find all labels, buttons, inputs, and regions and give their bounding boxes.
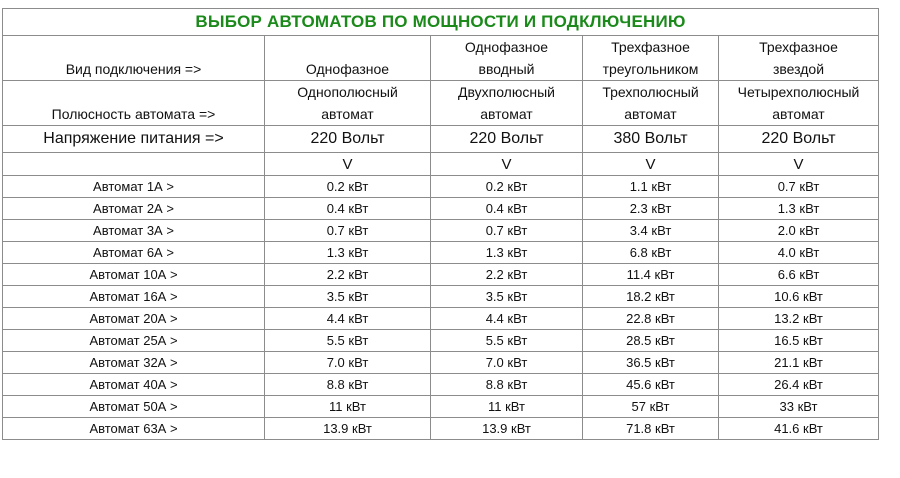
- power-value-col-2: 5.5 кВт: [431, 330, 583, 352]
- marker-col-3: V: [583, 153, 719, 176]
- power-value-col-3: 36.5 кВт: [583, 352, 719, 374]
- poles-col-3: Трехполюсный: [602, 84, 699, 100]
- breaker-label: Автомат 63А >: [3, 418, 265, 440]
- type-col-3: автомат: [624, 106, 677, 122]
- power-value-col-1: 0.2 кВт: [265, 176, 431, 198]
- power-value-col-2: 0.4 кВт: [431, 198, 583, 220]
- breaker-label: Автомат 10А >: [3, 264, 265, 286]
- connection-col-4: [719, 36, 879, 81]
- power-value-col-1: 4.4 кВт: [265, 308, 431, 330]
- marker-col-1: V: [265, 153, 431, 176]
- polarity-col-1: [265, 81, 431, 126]
- breaker-rows: [3, 176, 879, 440]
- power-value-col-2: 4.4 кВт: [431, 308, 583, 330]
- voltage-label: Напряжение питания =>: [3, 126, 265, 153]
- power-value-col-1: 11 кВт: [265, 396, 431, 418]
- marker-col-2: V: [431, 153, 583, 176]
- polarity-row: [3, 81, 879, 126]
- type-col-1: автомат: [321, 106, 374, 122]
- breaker-label: Автомат 50А >: [3, 396, 265, 418]
- table-row: [3, 396, 879, 418]
- table-title: ВЫБОР АВТОМАТОВ ПО МОЩНОСТИ И ПОДКЛЮЧЕНИЮ: [3, 9, 879, 36]
- table-row: [3, 374, 879, 396]
- connection-col-1: [265, 36, 431, 81]
- connection-col-2: [431, 36, 583, 81]
- table-row: [3, 220, 879, 242]
- poles-col-4: Четырехполюсный: [737, 84, 860, 100]
- power-value-col-1: 3.5 кВт: [265, 286, 431, 308]
- power-value-col-2: 3.5 кВт: [431, 286, 583, 308]
- power-value-col-3: 6.8 кВт: [583, 242, 719, 264]
- power-value-col-3: 18.2 кВт: [583, 286, 719, 308]
- power-value-col-3: 11.4 кВт: [583, 264, 719, 286]
- power-value-col-1: 2.2 кВт: [265, 264, 431, 286]
- breaker-selection-table: [2, 8, 879, 440]
- connection-col-3: [583, 36, 719, 81]
- table-row: [3, 176, 879, 198]
- breaker-label: Автомат 20А >: [3, 308, 265, 330]
- poles-col-2: Двухполюсный: [458, 84, 555, 100]
- power-value-col-1: 5.5 кВт: [265, 330, 431, 352]
- power-value-col-2: 7.0 кВт: [431, 352, 583, 374]
- breaker-label: Автомат 25А >: [3, 330, 265, 352]
- power-value-col-1: 8.8 кВт: [265, 374, 431, 396]
- power-value-col-4: 2.0 кВт: [719, 220, 879, 242]
- polarity-col-2: [431, 81, 583, 126]
- power-value-col-3: 3.4 кВт: [583, 220, 719, 242]
- table-row: [3, 418, 879, 440]
- power-value-col-1: 0.4 кВт: [265, 198, 431, 220]
- connection-col-2-line-1: Однофазное: [464, 39, 549, 55]
- connection-row: [3, 36, 879, 81]
- voltage-row: [3, 126, 879, 153]
- voltage-col-2: 220 Вольт: [431, 126, 583, 153]
- power-value-col-1: 0.7 кВт: [265, 220, 431, 242]
- breaker-label: Автомат 6А >: [3, 242, 265, 264]
- connection-col-4-line-2: звездой: [772, 61, 825, 77]
- power-value-col-1: 13.9 кВт: [265, 418, 431, 440]
- table-row: [3, 242, 879, 264]
- power-value-col-4: 21.1 кВт: [719, 352, 879, 374]
- power-value-col-3: 45.6 кВт: [583, 374, 719, 396]
- table-row: [3, 308, 879, 330]
- power-value-col-4: 13.2 кВт: [719, 308, 879, 330]
- poles-col-1: Однополюсный: [297, 84, 398, 100]
- table-row: [3, 264, 879, 286]
- connection-type-label: Вид подключения =>: [3, 36, 265, 81]
- power-value-col-4: 0.7 кВт: [719, 176, 879, 198]
- breaker-label: Автомат 3А >: [3, 220, 265, 242]
- table-row: [3, 330, 879, 352]
- marker-row: [3, 153, 879, 176]
- power-value-col-2: 1.3 кВт: [431, 242, 583, 264]
- power-value-col-3: 71.8 кВт: [583, 418, 719, 440]
- type-col-2: автомат: [480, 106, 533, 122]
- polarity-col-4: [719, 81, 879, 126]
- connection-col-3-line-1: Трехфазное: [611, 39, 690, 55]
- power-value-col-2: 8.8 кВт: [431, 374, 583, 396]
- table-row: [3, 352, 879, 374]
- power-value-col-4: 41.6 кВт: [719, 418, 879, 440]
- connection-col-3-line-2: треугольником: [602, 61, 699, 77]
- power-value-col-3: 57 кВт: [583, 396, 719, 418]
- marker-col-4: V: [719, 153, 879, 176]
- power-value-col-2: 11 кВт: [431, 396, 583, 418]
- power-value-col-4: 1.3 кВт: [719, 198, 879, 220]
- breaker-label: Автомат 40А >: [3, 374, 265, 396]
- voltage-col-4: 220 Вольт: [719, 126, 879, 153]
- power-value-col-4: 33 кВт: [719, 396, 879, 418]
- type-col-4: автомат: [772, 106, 825, 122]
- table-row: [3, 286, 879, 308]
- connection-col-4-line-1: Трехфазное: [759, 39, 838, 55]
- voltage-col-3: 380 Вольт: [583, 126, 719, 153]
- power-value-col-3: 1.1 кВт: [583, 176, 719, 198]
- breaker-label: Автомат 1А >: [3, 176, 265, 198]
- table-row: [3, 198, 879, 220]
- breaker-label: Автомат 2А >: [3, 198, 265, 220]
- voltage-col-1: 220 Вольт: [265, 126, 431, 153]
- power-value-col-2: 2.2 кВт: [431, 264, 583, 286]
- power-value-col-2: 0.2 кВт: [431, 176, 583, 198]
- polarity-label: Полюсность автомата =>: [3, 81, 265, 126]
- power-value-col-4: 6.6 кВт: [719, 264, 879, 286]
- power-value-col-2: 13.9 кВт: [431, 418, 583, 440]
- breaker-label: Автомат 32А >: [3, 352, 265, 374]
- polarity-col-3: [583, 81, 719, 126]
- power-value-col-1: 1.3 кВт: [265, 242, 431, 264]
- connection-col-1-line-2: Однофазное: [305, 61, 390, 77]
- breaker-label: Автомат 16А >: [3, 286, 265, 308]
- power-value-col-4: 4.0 кВт: [719, 242, 879, 264]
- power-value-col-4: 26.4 кВт: [719, 374, 879, 396]
- connection-col-2-line-2: вводный: [478, 61, 535, 77]
- power-value-col-3: 2.3 кВт: [583, 198, 719, 220]
- power-value-col-3: 28.5 кВт: [583, 330, 719, 352]
- power-value-col-3: 22.8 кВт: [583, 308, 719, 330]
- power-value-col-4: 16.5 кВт: [719, 330, 879, 352]
- power-value-col-4: 10.6 кВт: [719, 286, 879, 308]
- marker-blank: [3, 153, 265, 176]
- power-value-col-1: 7.0 кВт: [265, 352, 431, 374]
- power-value-col-2: 0.7 кВт: [431, 220, 583, 242]
